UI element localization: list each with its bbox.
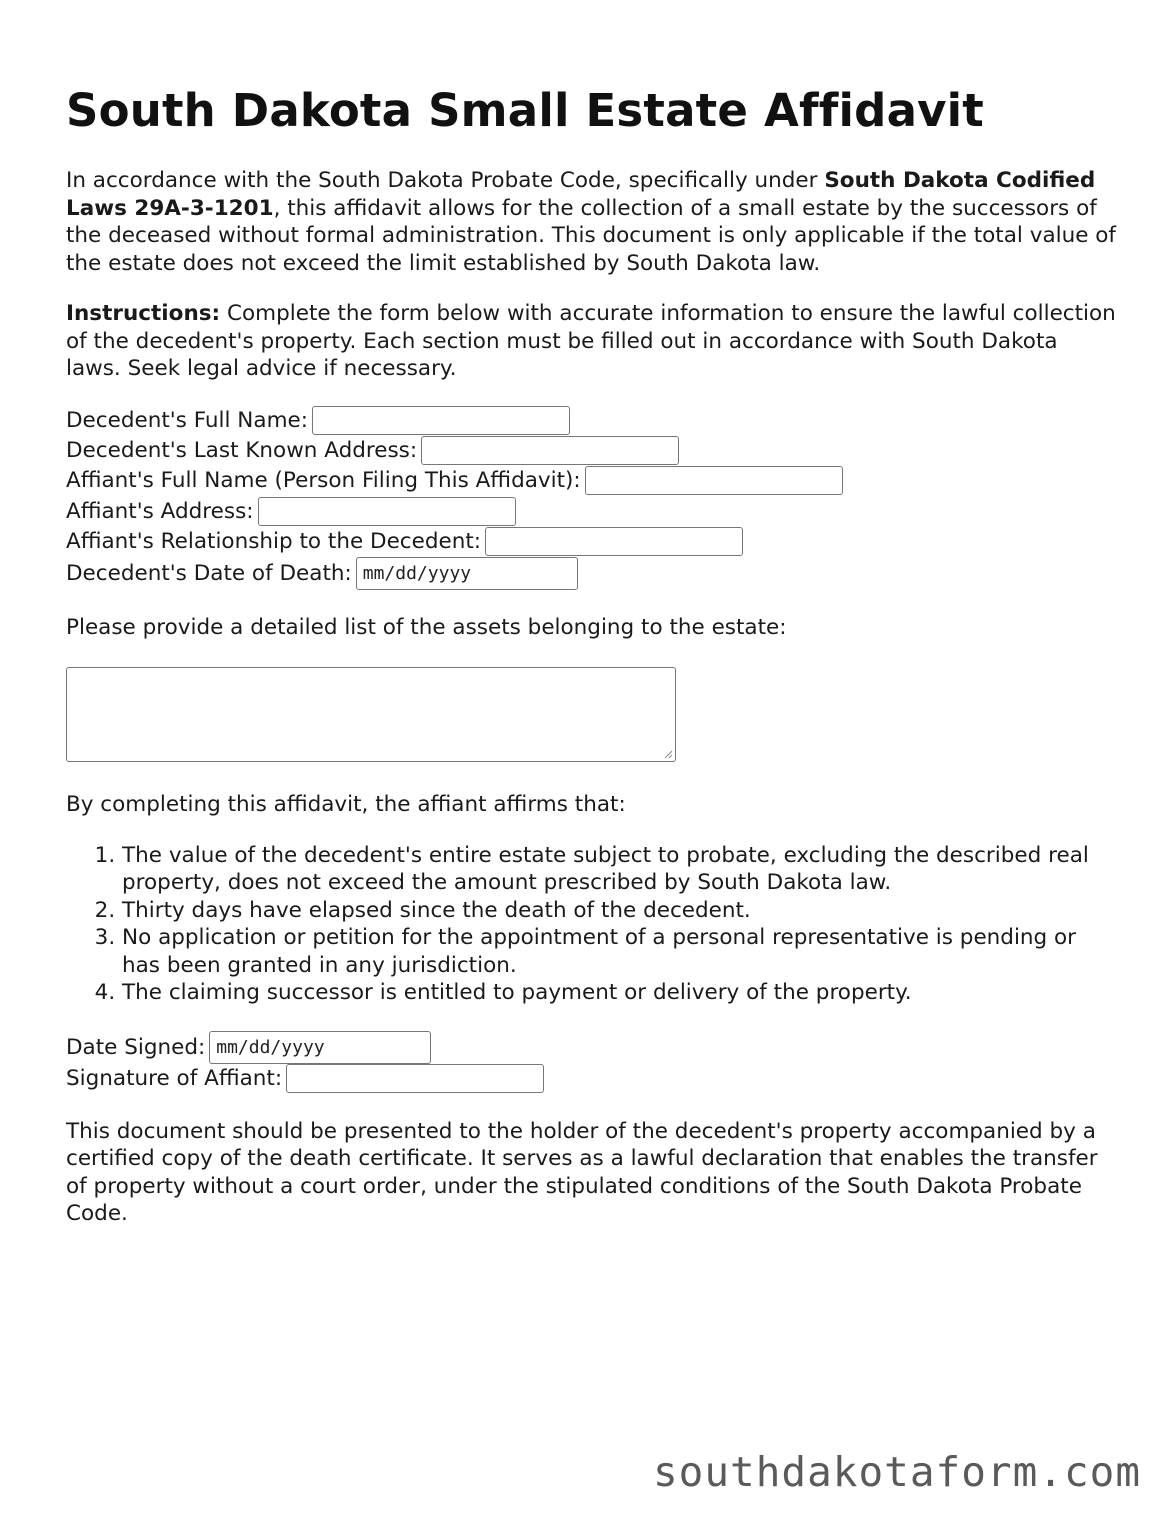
affirmation-item: 2. Thirty days have elapsed since the death of the decedent. xyxy=(122,897,1116,925)
decedent-address-input[interactable] xyxy=(421,436,679,465)
affiant-signature-row xyxy=(66,1064,1116,1098)
affiant-signature-label: Signature of Affiant: xyxy=(66,1066,283,1092)
intro-paragraph xyxy=(66,167,1116,277)
decedent-name-row xyxy=(66,406,1116,436)
date-of-death-label: Decedent's Date of Death: xyxy=(66,561,352,587)
affiant-name-row xyxy=(66,466,1116,496)
affiant-relationship-label: Affiant's Relationship to the Decedent: xyxy=(66,529,482,555)
assets-prompt: Please provide a detailed list of the assets belonging to the estate: xyxy=(66,614,787,640)
affiant-signature-input[interactable] xyxy=(286,1064,544,1093)
affiant-name-input[interactable] xyxy=(585,466,843,495)
closing-paragraph: This document should be presented to the holder of the decedent's property accompanied by a certified copy of the death certificate. It serves as a lawful declaration that enables the transfer of property without a court order, under the stipulated conditions of the South Dakota Probate Code. xyxy=(66,1118,1098,1227)
signature-block xyxy=(66,1031,1116,1098)
page-title: South Dakota Small Estate Affidavit xyxy=(66,84,985,137)
affiant-relationship-row xyxy=(66,527,1116,557)
decedent-address-row xyxy=(66,436,1116,466)
instructions-paragraph xyxy=(66,300,1116,383)
decedent-name-label: Decedent's Full Name: xyxy=(66,407,308,433)
date-signed-label: Date Signed: xyxy=(66,1034,206,1060)
affirmation-item: 4. The claiming successor is entitled to payment or delivery of the property. xyxy=(122,979,1116,1007)
assets-textarea[interactable] xyxy=(66,667,676,762)
affirmation-item: 3. No application or petition for the appointment of a personal representative is pending or has been granted in any jurisdiction. xyxy=(122,924,1116,979)
date-signed-row xyxy=(66,1031,1116,1065)
affiant-address-row xyxy=(66,497,1116,527)
resize-grip-icon[interactable] xyxy=(663,749,673,759)
instructions-text: Complete the form below with accurate information to ensure the lawful collection of the decedent's property. Each section must be filled out in accordance with South Dakota laws. Seek legal advice if necessary. xyxy=(66,301,1116,381)
intro-statute-reference: South Dakota Codified Laws 29A-3-1201 xyxy=(66,168,1096,221)
date-of-death-input[interactable]: mm/dd/yyyy xyxy=(356,557,578,590)
affiant-address-input[interactable] xyxy=(258,497,516,526)
date-of-death-row xyxy=(66,557,1116,587)
instructions-label: Instructions: xyxy=(66,301,221,326)
decedent-address-label: Decedent's Last Known Address: xyxy=(66,437,418,463)
affirmation-list xyxy=(66,842,1116,1007)
decedent-name-input[interactable] xyxy=(312,406,570,435)
affirmation-item: 1. The value of the decedent's entire estate subject to probate, excluding the described real property, does not exceed the amount prescribed by South Dakota law. xyxy=(122,842,1116,897)
intro-text-end: , this affidavit allows for the collection of a small estate by the successors of the deceased without formal administration. This document is only applicable if the total value of the estate does not exceed the limit established by South Dakota law. xyxy=(66,195,1117,276)
affiant-name-label: Affiant's Full Name (Person Filing This Affidavit): xyxy=(66,468,581,494)
site-watermark: southdakotaform.com xyxy=(653,1448,1141,1496)
affiant-address-label: Affiant's Address: xyxy=(66,498,254,524)
intro-text-start: In accordance with the South Dakota Probate Code, specifically under xyxy=(66,168,825,193)
decedent-info-fields xyxy=(66,406,1116,588)
affiant-relationship-input[interactable] xyxy=(485,527,743,556)
affidavit-page xyxy=(66,84,1116,1228)
date-signed-input[interactable]: mm/dd/yyyy xyxy=(209,1031,431,1064)
affirmation-intro: By completing this affidavit, the affiant affirms that: xyxy=(66,792,626,818)
